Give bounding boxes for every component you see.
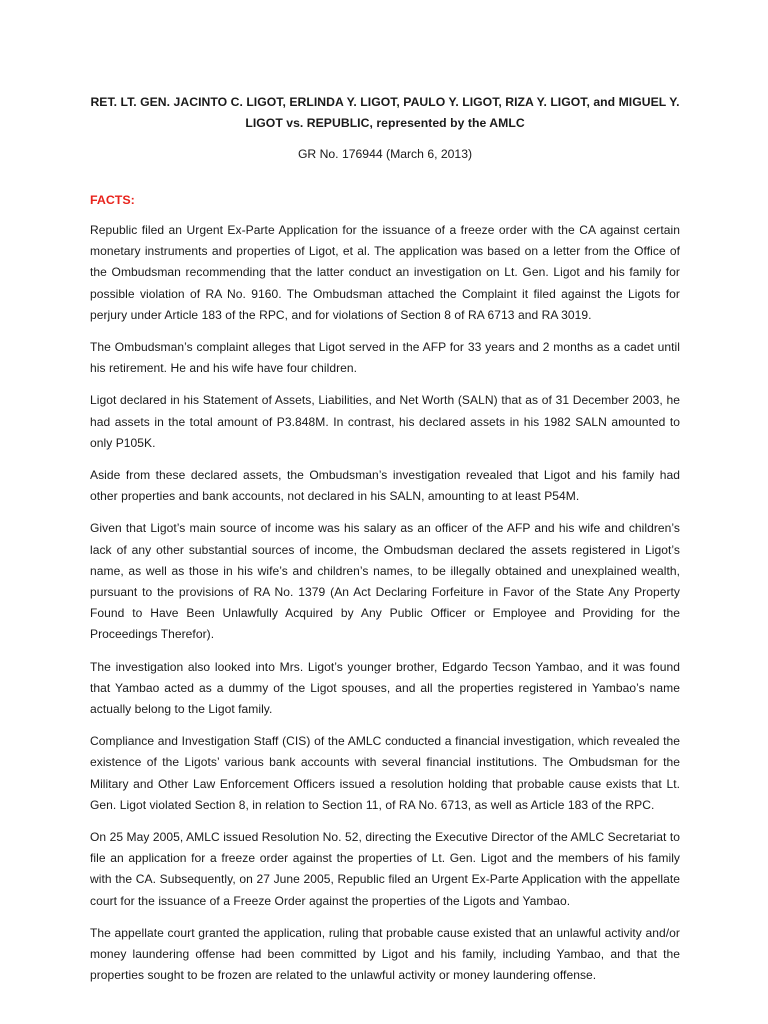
document-page (90, 92, 680, 987)
facts-paragraph-1: Republic filed an Urgent Ex-Parte Application for the issuance of a freeze order with the CA against certain monetary instruments and properties of Ligot, et al. The application was based on a letter from the Office of the Ombudsman recommending that the latter conduct an investigation on Lt. Gen. Ligot and his family for possible violation of RA No. 9160. The Ombudsman attached the Complaint it filed against the Ligots for perjury under Article 183 of the RPC, and for violations of Section 8 of RA 6713 and RA 3019. (90, 223, 680, 322)
gr-number-line: GR No. 176944 (March 6, 2013) (297, 147, 473, 161)
facts-paragraph-8: On 25 May 2005, AMLC issued Resolution No. 52, directing the Executive Director of the AMLC Secretariat to file an application for a freeze order against the properties of Lt. Gen. Ligot and the members of his family with the CA. Subsequently, on 27 June 2005, Republic filed an Urgent Ex-Parte Application with the appellate court for the issuance of a Freeze Order against the properties of the Ligots and Yambao. (90, 830, 680, 908)
facts-paragraph-3: Ligot declared in his Statement of Assets, Liabilities, and Net Worth (SALN) that as of 31 December 2003, he had assets in the total amount of P3.848M. In contrast, his declared assets in his 1982 SALN amounted to only P105K. (90, 393, 680, 450)
case-title: RET. LT. GEN. JACINTO C. LIGOT, ERLINDA Y. LIGOT, PAULO Y. LIGOT, RIZA Y. LIGOT, and MIGUEL Y. LIGOT vs. REPUBLIC, represented by the AMLC (90, 95, 680, 130)
facts-paragraph-9: The appellate court granted the application, ruling that probable cause existed that an unlawful activity and/or money laundering offense had been committed by Ligot and his family, including Yambao, and that the properties sought to be frozen are related to the unlawful activity or money laundering offense. (90, 925, 680, 983)
facts-heading: FACTS: (90, 193, 135, 207)
facts-paragraph-6: The investigation also looked into Mrs. Ligot’s younger brother, Edgardo Tecson Yambao, and it was found that Yambao acted as a dummy of the Ligot spouses, and all the properties registered in Yambao’s name actually belong to the Ligot family. (90, 659, 680, 717)
facts-paragraph-2: The Ombudsman’s complaint alleges that Ligot served in the AFP for 33 years and 2 months as a cadet until his retirement. He and his wife have four children. (90, 340, 680, 376)
facts-body (90, 220, 680, 987)
facts-paragraph-5: Given that Ligot’s main source of income was his salary as an officer of the AFP and his wife and children’s lack of any other substantial sources of income, the Ombudsman declared the assets registered in Ligot’s name, as well as those in his wife’s and children’s names, to be illegally obtained and unexplained wealth, pursuant to the provisions of RA No. 1379 (An Act Declaring Forfeiture in Favor of the State Any Property Found to Have Been Unlawfully Acquired by Any Public Officer or Employee and Providing for the Proceedings Therefor). (90, 521, 680, 642)
facts-paragraph-7: Compliance and Investigation Staff (CIS) of the AMLC conducted a financial investigation, which revealed the existence of the Ligots’ various bank accounts with several financial institutions. The Ombudsman for the Military and Other Law Enforcement Officers issued a resolution holding that probable cause exists that Lt. Gen. Ligot violated Section 8, in relation to Section 11, of RA No. 6713, as well as Article 183 of the RPC. (90, 734, 680, 812)
facts-paragraph-4: Aside from these declared assets, the Ombudsman’s investigation revealed that Ligot and his family had other properties and bank accounts, not declared in his SALN, amounting to at least P54M. (90, 468, 680, 504)
